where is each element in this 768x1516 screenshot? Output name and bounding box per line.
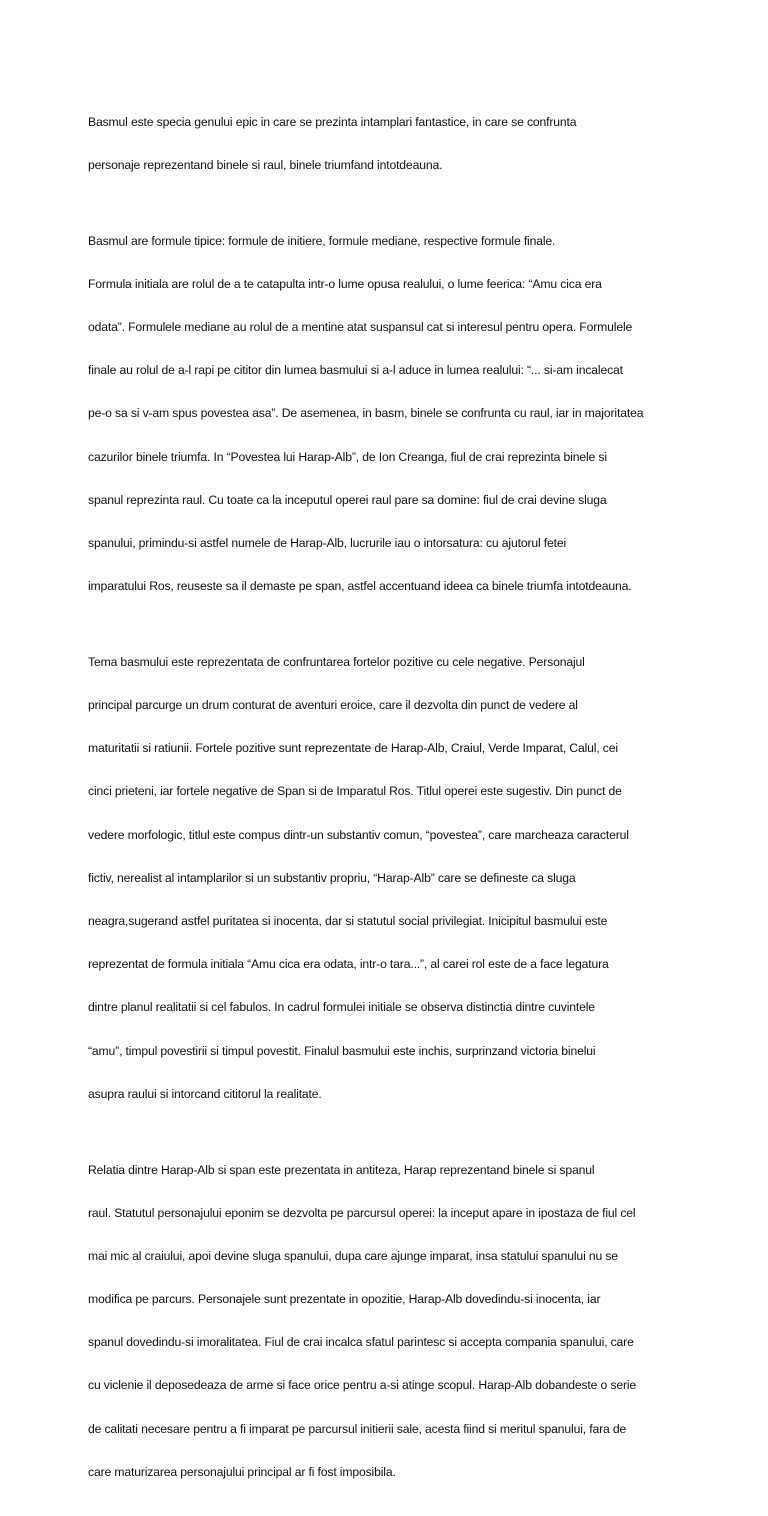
paragraph-line: reprezentat de formula initiala “Amu cica era odata, intr-o tara...”, al carei rol este de a face legatura [88,957,609,972]
document-page [88,90,684,1516]
paragraph-4 [88,1138,684,1505]
paragraph-line: cazurilor binele triumfa. In “Povestea lui Harap-Alb”, de Ion Creanga, fiul de crai reprezinta binele si [88,449,607,464]
paragraph-line: raul. Statutul personajului eponim se dezvolta pe parcursul operei: la inceput apare in ipostaza de fiul cel [88,1205,636,1220]
paragraph-line: modifica pe parcurs. Personajele sunt prezentate in opozitie, Harap-Alb dovedindu-si inocenta, iar [88,1292,601,1307]
paragraph-line: dintre planul realitatii si cel fabulos. In cadrul formulei initiale se observa distinctia dintre cuvintele [88,1000,595,1015]
paragraph-line: cinci prieteni, iar fortele negative de Span si de Imparatul Ros. Titlul operei este sugestiv. Din punct de [88,784,622,799]
paragraph-line: spanul dovedindu-si imoralitatea. Fiul de crai incalca sfatul parintesc si accepta compania spanului, care [88,1335,634,1350]
paragraph-line: cu viclenie il deposedeaza de arme si face orice pentru a-si atinge scopul. Harap-Alb dobandeste o serie [88,1378,637,1393]
paragraph-line: “amu”, timpul povestirii si timpul povestit. Finalul basmului este inchis, surprinzand victoria binelui [88,1043,596,1058]
paragraph-line: mai mic al craiului, apoi devine sluga spanului, dupa care ajunge imparat, insa statului spanului nu se [88,1248,618,1263]
paragraph-line: neagra,sugerand astfel puritatea si inocenta, dar si statutul social privilegiat. Inicipitul basmului este [88,913,608,928]
paragraph-line: fictiv, nerealist al intamplarilor si un substantiv propriu, “Harap-Alb” care se defineste ca sluga [88,870,576,885]
paragraph-line: imparatului Ros, reuseste sa il demaste pe span, astfel accentuand ideea ca binele triumfa intotdeauna. [88,579,632,594]
paragraph-line: principal parcurge un drum conturat de aventuri eroice, care il dezvolta din punct de vedere al [88,698,578,713]
paragraph-line: care maturizarea personajului principal ar fi fost imposibila. [88,1464,396,1479]
paragraph-line: de calitati necesare pentru a fi imparat pe parcursul initierii sale, acesta fiind si meritul spanului, fara de [88,1421,627,1436]
paragraph-line: asupra raului si intorcand cititorul la realitate. [88,1086,322,1101]
paragraph-line: maturitatii si ratiunii. Fortele pozitive sunt reprezentate de Harap-Alb, Craiul, Verde Imparat, Calul, cei [88,741,618,756]
paragraph-line: finale au rolul de a-l rapi pe cititor din lumea basmului si a-l aduce in lumea realului: “... si-am incalecat [88,363,623,378]
paragraph-line: Formula initiala are rolul de a te catapulta intr-o lume opusa realului, o lume feerica: “Amu cica era [88,276,602,291]
paragraph-line: Relatia dintre Harap-Alb si span este prezentata in antiteza, Harap reprezentand binele si spanul [88,1162,595,1177]
paragraph-line: Basmul este specia genului epic in care se prezinta intamplari fantastice, in care se confrunta [88,114,577,129]
paragraph-line: personaje reprezentand binele si raul, binele triumfand intotdeauna. [88,157,443,172]
paragraph-1 [88,90,684,198]
paragraph-3 [88,630,684,1127]
paragraph-line: Tema basmului este reprezentata de confruntarea fortelor pozitive cu cele negative. Personajul [88,654,585,669]
paragraph-2 [88,209,684,619]
paragraph-line: spanului, primindu-si astfel numele de Harap-Alb, lucrurile iau o intorsatura: cu ajutorul fetei [88,535,567,550]
paragraph-line: Basmul are formule tipice: formule de initiere, formule mediane, respective formule finale. [88,233,556,248]
paragraph-line: odata”. Formulele mediane au rolul de a mentine atat suspansul cat si interesul pentru opera. Formulele [88,319,633,334]
paragraph-line: pe-o sa si v-am spus povestea asa”. De asemenea, in basm, binele se confrunta cu raul, iar in majoritatea [88,406,644,421]
paragraph-line: spanul reprezinta raul. Cu toate ca la inceputul operei raul pare sa domine: fiul de crai devine sluga [88,492,607,507]
paragraph-line: vedere morfologic, titlul este compus dintr-un substantiv comun, “povestea”, care marcheaza caracterul [88,827,629,842]
